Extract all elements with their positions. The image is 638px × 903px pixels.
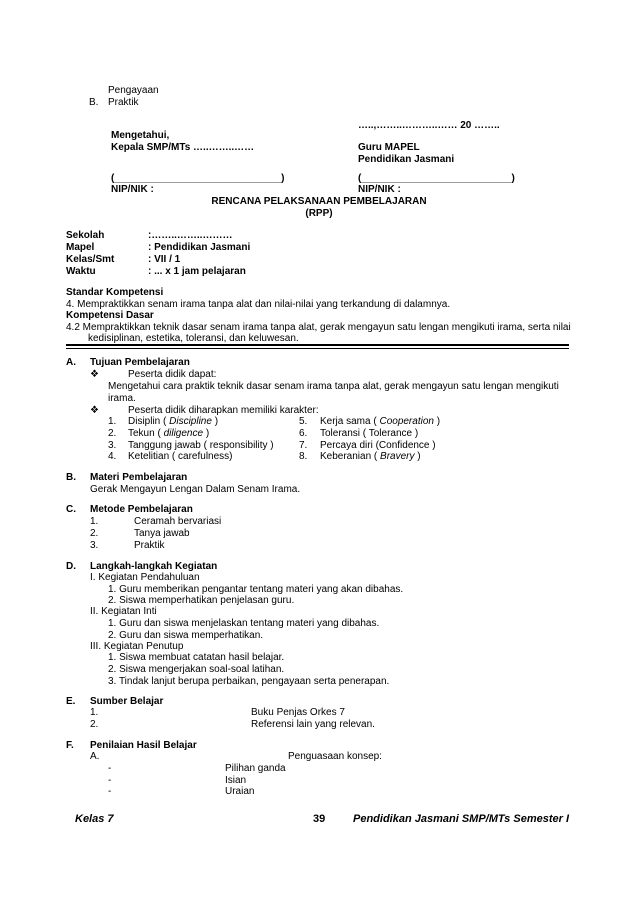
list-item: Disiplin ( Discipline ) [128, 416, 219, 427]
kd-heading: Kompetensi Dasar [66, 310, 154, 321]
list-item: Isian [225, 775, 247, 786]
bullet-icon: ❖ [90, 369, 99, 380]
section-d-letter: D. [66, 561, 76, 572]
kepala-label: Kepala SMP/MTs …..……..…… [111, 142, 255, 153]
list-item: Ceramah bervariasi [134, 516, 222, 527]
praktik-text: Praktik [108, 97, 139, 108]
nip-left: NIP/NIK : [111, 184, 154, 195]
list-item: Percaya diri (Confidence ) [320, 440, 436, 451]
f-sub-text: Penguasaan konsep: [288, 751, 382, 762]
identity-label: Mapel [66, 242, 95, 253]
list-item: Pilihan ganda [225, 763, 286, 774]
section-b-letter: B. [66, 472, 76, 483]
list-number: 3. [108, 440, 117, 451]
a-point1: Peserta didik dapat: [128, 369, 217, 380]
section-c-heading: Metode Pembelajaran [90, 504, 193, 515]
section-e-letter: E. [66, 696, 76, 707]
list-item: Referensi lain yang relevan. [251, 719, 375, 730]
section-a-letter: A. [66, 357, 76, 368]
list-number: 2. [90, 719, 99, 730]
list-item: 2. Guru dan siswa memperhatikan. [108, 630, 264, 641]
signature-right: (___________________________) [358, 173, 515, 184]
list-item: Tanggung jawab ( responsibility ) [128, 440, 274, 451]
list-item: Toleransi ( Tolerance ) [320, 428, 419, 439]
rpp-title: RENCANA PELAKSANAAN PEMBELAJARAN [211, 196, 427, 207]
penjas-label: Pendidikan Jasmani [358, 154, 455, 165]
list-item: Uraian [225, 786, 255, 797]
list-item: 2. Siswa mengerjakan soal-soal latihan. [108, 664, 285, 675]
divider-thick [66, 344, 569, 346]
list-number: 1. [90, 516, 99, 527]
list-dash: - [108, 763, 112, 774]
f-sub-letter: A. [90, 751, 100, 762]
list-number: 1. [108, 416, 117, 427]
page-number: 39 [313, 813, 326, 825]
list-item: Ketelitian ( carefulness) [128, 451, 233, 462]
kd-line: kedisiplinan, estetika, toleransi, dan keluwesan. [88, 333, 299, 344]
list-dash: - [108, 775, 112, 786]
list-number: 5. [299, 416, 308, 427]
d-subheading: I. Kegiatan Pendahuluan [90, 572, 200, 583]
list-number: 6. [299, 428, 308, 439]
footer-class: Kelas 7 [75, 813, 114, 825]
a-point1-text: irama. [108, 393, 136, 404]
list-number: 2. [108, 428, 117, 439]
pengayaan-text: Pengayaan [108, 85, 159, 96]
list-number: 8. [299, 451, 308, 462]
section-d-heading: Langkah-langkah Kegiatan [90, 561, 218, 572]
footer-book-title: Pendidikan Jasmani SMP/MTs Semester I [353, 813, 570, 825]
section-c-letter: C. [66, 504, 76, 515]
list-item: 1. Guru memberikan pengantar tentang materi yang akan dibahas. [108, 584, 404, 595]
identity-label: Sekolah [66, 230, 105, 241]
list-number: 2. [90, 528, 99, 539]
identity-label: Waktu [66, 266, 96, 277]
list-number: 7. [299, 440, 308, 451]
identity-value: : Pendidikan Jasmani [148, 242, 251, 253]
list-item: Keberanian ( Bravery ) [320, 451, 421, 462]
a-point2: Peserta didik diharapkan memiliki karakter: [128, 405, 319, 416]
list-item: 2. Siswa memperhatikan penjelasan guru. [108, 595, 295, 606]
nip-right: NIP/NIK : [358, 184, 401, 195]
section-e-heading: Sumber Belajar [90, 696, 164, 707]
identity-value: : ... x 1 jam pelajaran [148, 266, 246, 277]
identity-value: :……..……..……… [148, 230, 233, 241]
list-item: Praktik [134, 540, 165, 551]
kd-line: 4.2 Mempraktikkan teknik dasar senam irama tanpa alat, gerak mengayun satu lengan mengikuti irama, serta nilai [66, 322, 571, 333]
identity-value: : VII / 1 [148, 254, 181, 265]
list-number: 1. [90, 707, 99, 718]
date-line: …..,……..………..…… 20 …….. [358, 120, 500, 131]
list-item: Tekun ( diligence ) [128, 428, 210, 439]
list-dash: - [108, 786, 112, 797]
a-point1-text: Mengetahui cara praktik teknik dasar senam irama tanpa alat, gerak mengayun satu lengan mengikuti [108, 381, 559, 392]
list-item: 3. Tindak lanjut berupa perbaikan, pengayaan serta penerapan. [108, 676, 390, 687]
section-a-heading: Tujuan Pembelajaran [90, 357, 190, 368]
list-item: Buku Penjas Orkes 7 [251, 707, 345, 718]
sk-heading: Standar Kompetensi [66, 287, 164, 298]
mengetahui-label: Mengetahui, [111, 130, 170, 141]
list-number: 3. [90, 540, 99, 551]
signature-left: (______________________________) [111, 173, 285, 184]
guru-label: Guru MAPEL [358, 142, 420, 153]
list-number: 4. [108, 451, 117, 462]
d-subheading: III. Kegiatan Penutup [90, 641, 184, 652]
divider-thin [66, 348, 569, 349]
list-item: Tanya jawab [134, 528, 190, 539]
identity-label: Kelas/Smt [66, 254, 115, 265]
section-f-letter: F. [66, 740, 74, 751]
section-f-heading: Penilaian Hasil Belajar [90, 740, 197, 751]
list-item: Kerja sama ( Cooperation ) [320, 416, 441, 427]
bullet-icon: ❖ [90, 405, 99, 416]
d-subheading: II. Kegiatan Inti [90, 606, 157, 617]
rpp-subtitle: (RPP) [305, 208, 333, 219]
section-b-heading: Materi Pembelajaran [90, 472, 188, 483]
sk-item: 4. Mempraktikkan senam irama tanpa alat dan nilai-nilai yang terkandung di dalamnya. [66, 299, 451, 310]
praktik-marker: B. [89, 97, 99, 108]
section-b-text: Gerak Mengayun Lengan Dalam Senam Irama. [90, 484, 301, 495]
list-item: 1. Siswa membuat catatan hasil belajar. [108, 652, 285, 663]
list-item: 1. Guru dan siswa menjelaskan tentang materi yang dibahas. [108, 618, 380, 629]
